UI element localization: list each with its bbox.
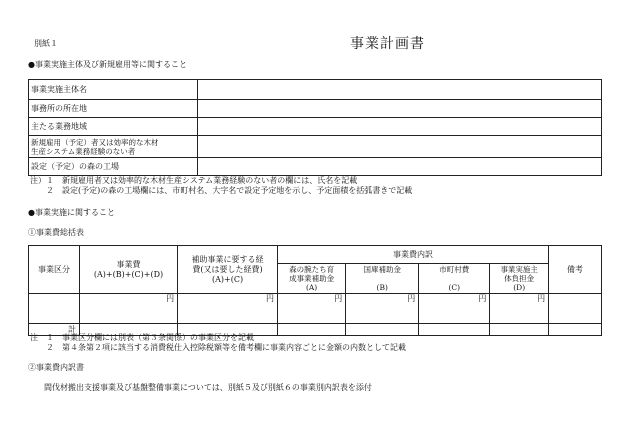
table-cell-unit: 円 bbox=[346, 294, 419, 324]
table-cell bbox=[29, 294, 80, 324]
col-header-line: 成事業補助金 bbox=[289, 274, 335, 283]
row-label-line: 生産システム業務経験のない者 bbox=[31, 146, 136, 156]
table-cell-unit: 円 bbox=[80, 294, 178, 324]
row-value bbox=[198, 158, 602, 176]
table-row bbox=[29, 118, 602, 136]
col-header-d bbox=[490, 264, 549, 294]
cost-summary-table bbox=[28, 245, 602, 336]
col-header-line: 体負担金 bbox=[504, 274, 535, 283]
note-line: ２ 第４条第２項に該当する消費税仕入控除税額等を備考欄に事業内容ごとに金額の内数として記載 bbox=[30, 343, 406, 352]
col-header-line: (A)+(B)+(C)+(D) bbox=[93, 269, 164, 279]
table-row bbox=[29, 136, 602, 158]
col-header-line: 国庫補助金 bbox=[363, 265, 401, 274]
section2-notes bbox=[30, 333, 406, 353]
table-cell-unit: 円 bbox=[178, 294, 278, 324]
table-cell-unit: 円 bbox=[419, 294, 490, 324]
table-cell bbox=[490, 324, 549, 336]
col-header-category: 事業区分 bbox=[29, 246, 80, 294]
col-header-remarks: 備考 bbox=[549, 246, 602, 294]
row-value bbox=[198, 118, 602, 136]
note-line: ２ 設定(予定)の森の工場欄には、市町村名、大字名で設定予定地を示し、予定面積を括弧書きで記載 bbox=[30, 186, 413, 195]
row-value bbox=[198, 136, 602, 158]
col-header-b bbox=[346, 264, 419, 294]
col-header-line: 事業実施主 bbox=[500, 265, 538, 274]
attachment-label: 別紙１ bbox=[34, 39, 58, 48]
table-row bbox=[29, 294, 602, 324]
table-cell-unit: 円 bbox=[490, 294, 549, 324]
col-header-line: 補助事業に要する経 bbox=[191, 254, 264, 264]
table-header-row bbox=[29, 246, 602, 264]
col-header-line: 市町村費 bbox=[439, 265, 470, 274]
section1-heading: ●事業実施主体及び新規雇用等に関すること bbox=[28, 60, 187, 69]
organization-info-table bbox=[28, 79, 602, 176]
note-line: 注 １ 事業区分欄には別表（第３条関係）の事業区分を記載 bbox=[30, 333, 254, 342]
row-value bbox=[198, 100, 602, 118]
table-cell-unit: 円 bbox=[278, 294, 346, 324]
table-row bbox=[29, 80, 602, 100]
col-header-line: 事業費 bbox=[116, 259, 141, 269]
row-label-line: 新規雇用（予定）者又は効率的な木材 bbox=[31, 137, 159, 147]
col-header-line: (A)+(C) bbox=[211, 274, 244, 284]
table-cell bbox=[419, 324, 490, 336]
page-title: 事業計画書 bbox=[350, 36, 425, 52]
col-header-breakdown: 事業費内訳 bbox=[278, 246, 549, 264]
section2-heading: ●事業実施に関すること bbox=[28, 208, 115, 217]
row-label: 事業実施主体名 bbox=[29, 80, 198, 100]
col-header-line: (D) bbox=[513, 283, 526, 292]
cost-summary-subheading: ①事業費総括表 bbox=[28, 228, 84, 237]
col-header-subsidy-cost bbox=[178, 246, 278, 294]
col-header-line: 費(又は要した経費) bbox=[192, 264, 263, 274]
section1-notes bbox=[30, 176, 412, 196]
cost-detail-text: 間伐材搬出支援事業及び基盤整備事業については、別紙５及び別紙６の事業別内訳表を添付 bbox=[44, 383, 372, 392]
col-header-total bbox=[80, 246, 178, 294]
note-line: 注）１ 新規雇用者又は効率的な木材生産システム業務経験のない者の欄には、氏名を記載 bbox=[30, 176, 358, 185]
row-value bbox=[198, 80, 602, 100]
col-header-line: 森の腕たち育 bbox=[289, 265, 335, 274]
table-row bbox=[29, 158, 602, 176]
total-label: 計 bbox=[29, 324, 80, 336]
col-header-line: (B) bbox=[376, 283, 388, 292]
col-header-a bbox=[278, 264, 346, 294]
row-label bbox=[29, 136, 198, 158]
table-row bbox=[29, 100, 602, 118]
row-label: 設定（予定）の森の工場 bbox=[29, 158, 198, 176]
col-header-line: (A) bbox=[305, 283, 318, 292]
row-label: 主たる業務地域 bbox=[29, 118, 198, 136]
table-cell bbox=[549, 324, 602, 336]
row-label: 事務所の所在地 bbox=[29, 100, 198, 118]
table-cell bbox=[549, 294, 602, 324]
col-header-c bbox=[419, 264, 490, 294]
cost-detail-subheading: ②事業費内訳書 bbox=[28, 363, 84, 372]
col-header-line: (C) bbox=[448, 283, 461, 292]
